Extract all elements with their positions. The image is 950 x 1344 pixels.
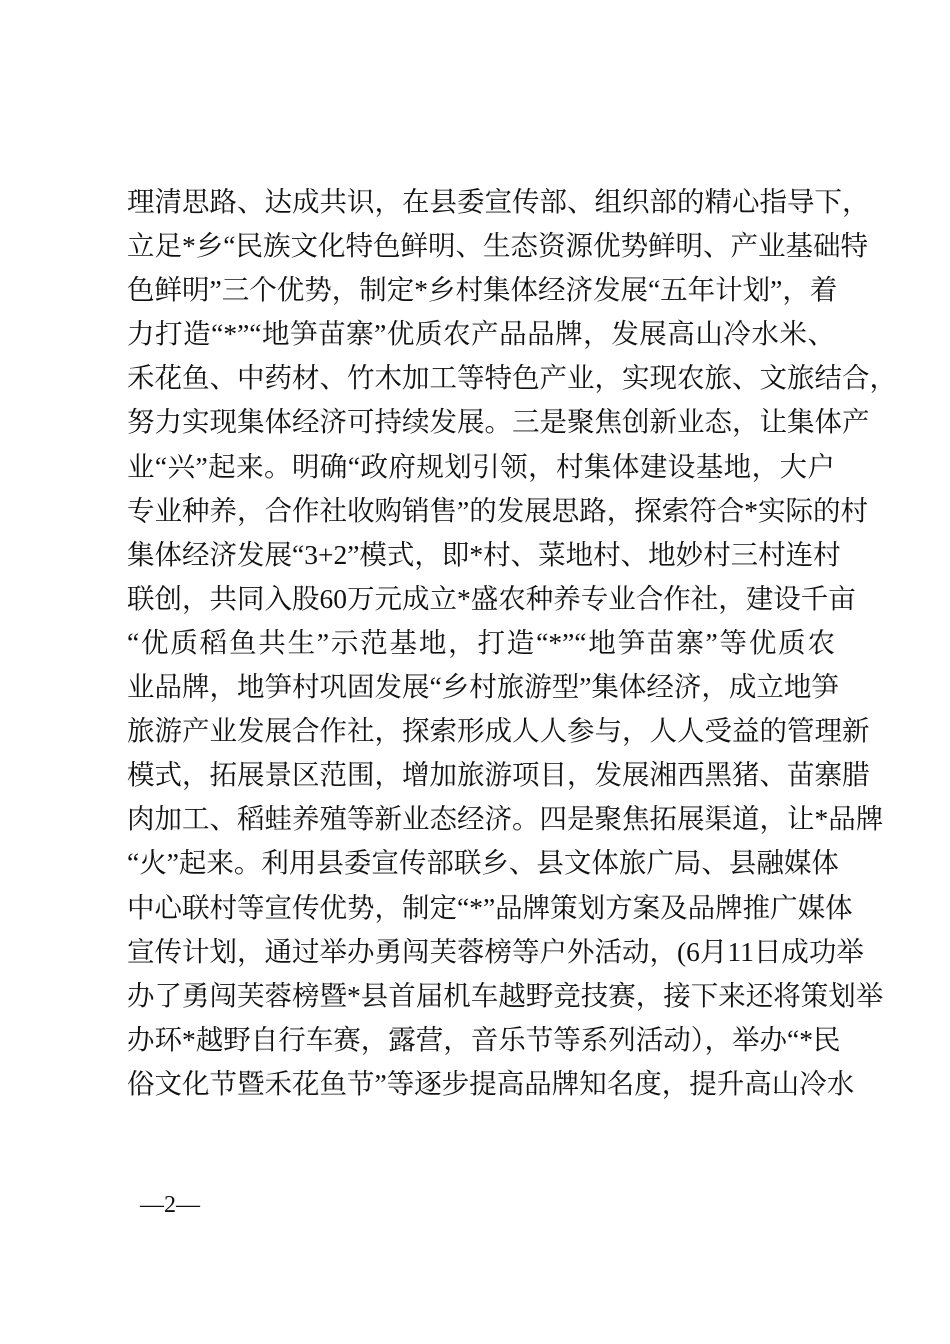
text-line: “火”起来。利用县委宣传部联乡、县文体旅广局、县融媒体 — [127, 847, 839, 879]
text-line: 俗文化节暨禾花鱼节”等逐步提高品牌知名度，提升高山冷水 — [127, 1067, 855, 1099]
text-line: 禾花鱼、中药材、竹木加工等特色产业，实现农旅、文旅结合， — [127, 362, 897, 394]
text-line: 中心联村等宣传优势，制定“*”品牌策划方案及品牌推广媒体 — [127, 891, 853, 923]
text-line: 色鲜明”三个优势，制定*乡村集体经济发展“五年计划”，着 — [127, 274, 838, 306]
text-line: 宣传计划，通过举办勇闯芙蓉榜等户外活动，(6月11日成功举 — [127, 935, 864, 967]
text-line: 办环*越野自行车赛，露营，音乐节等系列活动），举办“*民 — [127, 1023, 841, 1055]
text-line: “优质稻鱼共生”示范基地，打造“*”“地笋苗寨”等优质农 — [127, 626, 835, 658]
text-line: 立足*乡“民族文化特色鲜明、生态资源优势鲜明、产业基础特 — [127, 230, 868, 262]
text-line: 模式，拓展景区范围，增加旅游项目，发展湘西黑猪、苗寨腊 — [127, 759, 870, 791]
text-line: 联创，共同入股60万元成立*盛农种养专业合作社，建设千亩 — [127, 582, 856, 614]
text-line: 业“兴”起来。明确“政府规划引领，村集体建设基地，大户 — [127, 450, 835, 482]
text-line: 努力实现集体经济可持续发展。三是聚焦创新业态，让集体产 — [127, 406, 870, 438]
text-line: 业品牌，地笋村巩固发展“乡村旅游型”集体经济，成立地笋 — [127, 671, 839, 703]
page-number: —2— — [140, 1192, 200, 1218]
text-line: 专业种养，合作社收购销售”的发展思路，探索符合*实际的村 — [127, 494, 868, 526]
text-line: 力打造“*”“地笋苗寨”优质农产品品牌，发展高山冷水米、 — [127, 318, 835, 350]
text-line: 集体经济发展“3+2”模式，即*村、菜地村、地妙村三村连村 — [127, 538, 841, 570]
text-line: 肉加工、稻蛙养殖等新业态经济。四是聚焦拓展渠道，让*品牌 — [127, 803, 884, 835]
document-body — [127, 180, 897, 1106]
text-line: 办了勇闯芙蓉榜暨*县首届机车越野竞技赛，接下来还将策划举 — [127, 979, 884, 1011]
text-line: 理清思路、达成共识，在县委宣传部、组织部的精心指导下， — [127, 186, 870, 217]
text-line: 旅游产业发展合作社，探索形成人人参与，人人受益的管理新 — [127, 715, 870, 747]
